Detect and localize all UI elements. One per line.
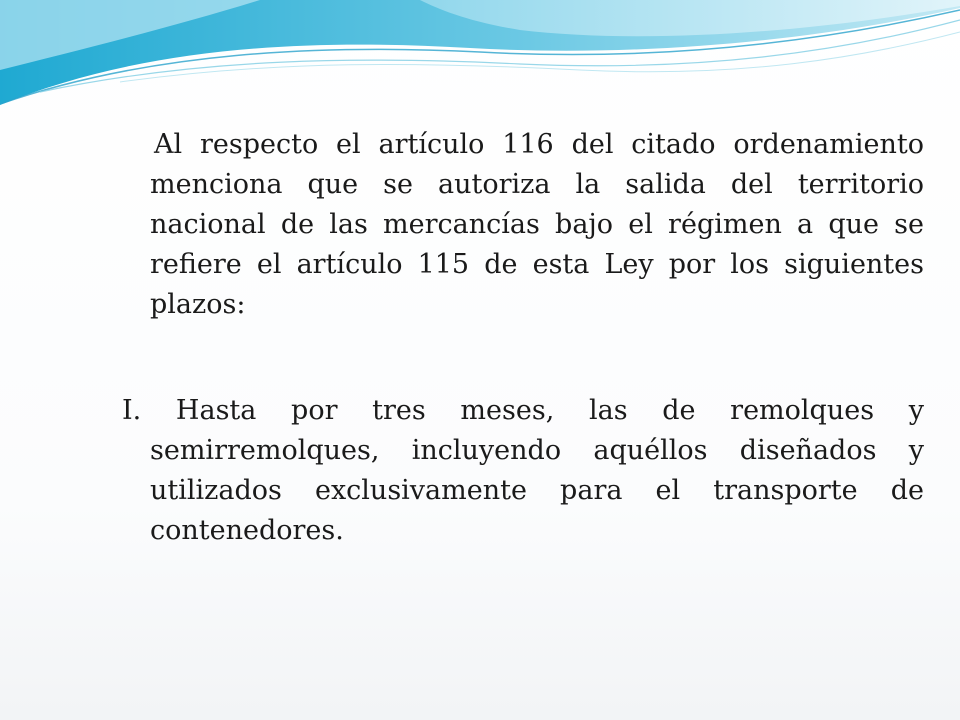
paragraph-text: Al respecto el artículo 116 del citado ordenamiento menciona que se autoriza la salida del territorio nacional de las mercancías bajo el régimen a que se refiere el artículo 115 de esta Ley por los siguientes plazos: — [150, 129, 924, 320]
paragraph-text: I. Hasta por tres meses, las de remolques y semirremolques, incluyendo aquéllos diseñados y utilizados exclusivamente para el transporte de contenedores. — [122, 395, 924, 546]
paragraph-article-116 — [150, 125, 924, 325]
paragraph-item-i — [122, 391, 924, 551]
